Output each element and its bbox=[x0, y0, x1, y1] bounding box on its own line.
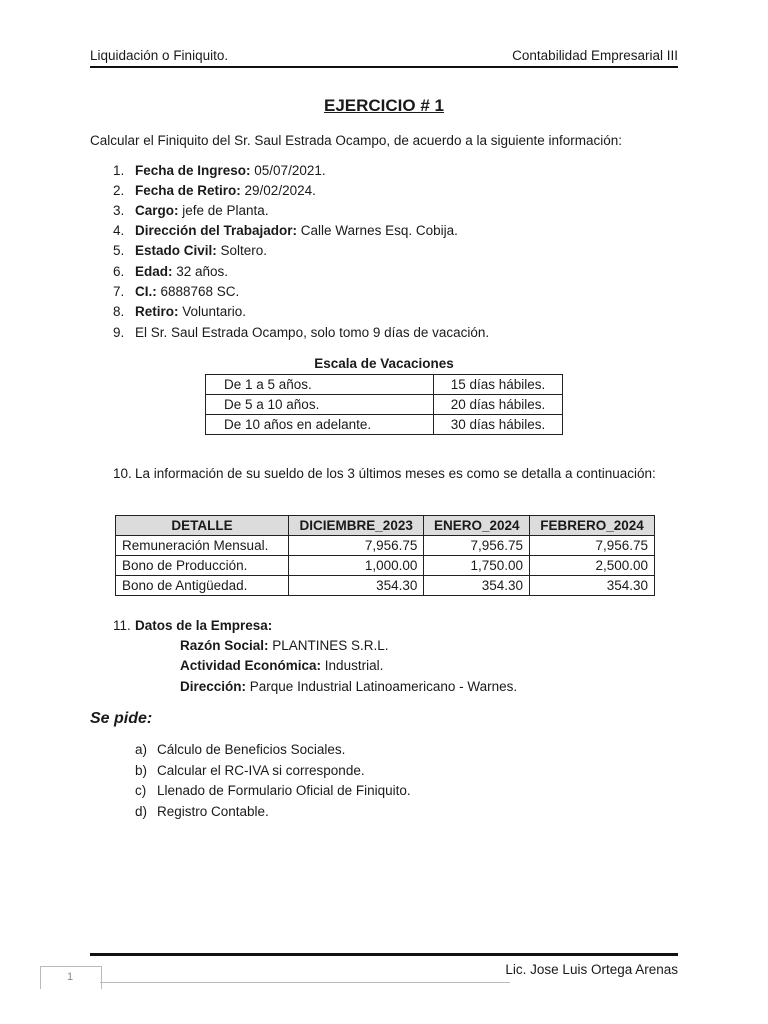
list-item: 3. Cargo: jefe de Planta. bbox=[113, 203, 269, 218]
table-row: Bono de Producción. 1,000.00 1,750.00 2,500.00 bbox=[116, 556, 655, 576]
table-header-row: DETALLE DICIEMBRE_2023 ENERO_2024 FEBRERO_2024 bbox=[116, 516, 655, 536]
company-field: Actividad Económica: Industrial. bbox=[180, 658, 384, 673]
footer-author: Lic. Jose Luis Ortega Arenas bbox=[505, 962, 678, 977]
table-row: Remuneración Mensual. 7,956.75 7,956.75 7,956.75 bbox=[116, 536, 655, 556]
table-row: De 1 a 5 años. 15 días hábiles. bbox=[206, 375, 563, 395]
header-right: Contabilidad Empresarial III bbox=[512, 48, 678, 63]
section-heading: Se pide: bbox=[90, 710, 153, 727]
list-item: 9. El Sr. Saul Estrada Ocampo, solo tomo 9 días de vacación. bbox=[113, 325, 490, 340]
vacation-table bbox=[205, 374, 563, 435]
list-item: 11. Datos de la Empresa: bbox=[113, 618, 273, 633]
header-rule bbox=[90, 66, 678, 68]
company-field: Dirección: Parque Industrial Latinoamericano - Warnes. bbox=[180, 679, 518, 694]
list-item: 7. CI.: 6888768 SC. bbox=[113, 284, 240, 299]
page-number: 1 bbox=[67, 971, 74, 983]
list-item: 10. La información de su sueldo de los 3 últimos meses es como se detalla a continuación: bbox=[113, 466, 656, 481]
list-item: 6. Edad: 32 años. bbox=[113, 264, 229, 279]
list-item: b) Calcular el RC-IVA si corresponde. bbox=[135, 763, 365, 778]
page-number-box bbox=[40, 966, 102, 989]
company-field: Razón Social: PLANTINES S.R.L. bbox=[180, 638, 389, 653]
list-item: 2. Fecha de Retiro: 29/02/2024. bbox=[113, 183, 316, 198]
page-title: EJERCICIO # 1 bbox=[324, 96, 444, 115]
salary-table bbox=[115, 515, 655, 596]
footer-rule bbox=[90, 953, 678, 956]
table-row: De 5 a 10 años. 20 días hábiles. bbox=[206, 395, 563, 415]
table-row: Bono de Antigüedad. 354.30 354.30 354.30 bbox=[116, 576, 655, 596]
vacation-table-title: Escala de Vacaciones bbox=[314, 356, 454, 371]
list-item: 8. Retiro: Voluntario. bbox=[113, 304, 247, 319]
list-item: 5. Estado Civil: Soltero. bbox=[113, 243, 268, 258]
list-item: c) Llenado de Formulario Oficial de Finiquito. bbox=[135, 783, 411, 798]
list-item: 1. Fecha de Ingreso: 05/07/2021. bbox=[113, 163, 326, 178]
intro-text: Calcular el Finiquito del Sr. Saul Estrada Ocampo, de acuerdo a la siguiente información: bbox=[90, 133, 623, 148]
list-item: 4. Dirección del Trabajador: Calle Warnes Esq. Cobija. bbox=[113, 223, 458, 238]
page-number-rule bbox=[100, 982, 510, 983]
table-row: De 10 años en adelante. 30 días hábiles. bbox=[206, 415, 563, 435]
header-left: Liquidación o Finiquito. bbox=[90, 48, 229, 63]
list-item: d) Registro Contable. bbox=[135, 804, 269, 819]
list-item: a) Cálculo de Beneficios Sociales. bbox=[135, 742, 346, 757]
